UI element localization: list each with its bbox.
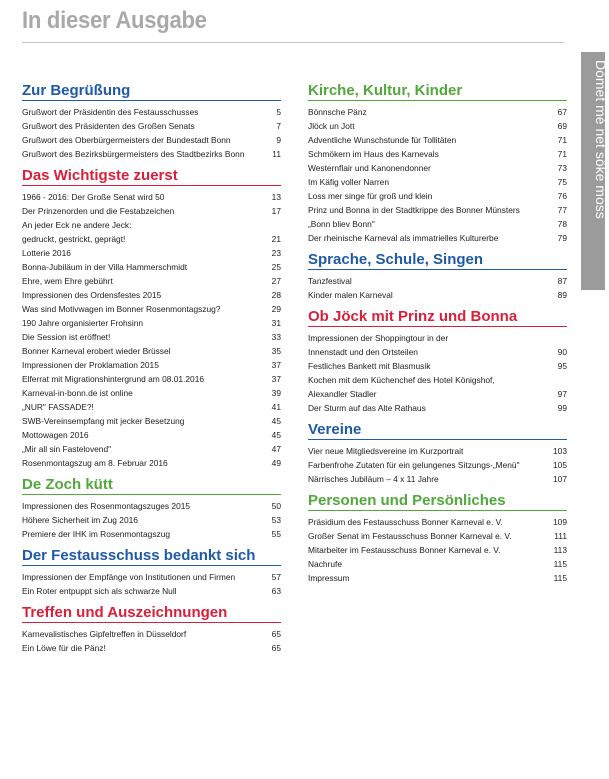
entry-page-number: 76 bbox=[557, 191, 567, 201]
entry-title: Mitarbeiter im Festausschuss Bonner Karneval e. V. bbox=[308, 545, 501, 555]
toc-entry[interactable] bbox=[22, 147, 281, 161]
entry-title: Karnevalistisches Gipfeltreffen in Düsseldorf bbox=[22, 629, 187, 639]
toc-entry[interactable] bbox=[308, 401, 567, 415]
entry-page-number: 90 bbox=[557, 347, 567, 357]
entry-title: „Bonn bliev Bonn" bbox=[308, 219, 375, 229]
entry-title: 190 Jahre organisierter Frohsinn bbox=[22, 318, 144, 328]
entry-title: Festliches Bankett mit Blasmusik bbox=[308, 361, 431, 371]
entry-page-number: 33 bbox=[271, 332, 281, 342]
toc-column-left bbox=[22, 82, 281, 661]
toc-entry[interactable] bbox=[308, 571, 567, 585]
entry-page-number: 50 bbox=[271, 501, 281, 511]
toc-entry[interactable] bbox=[308, 444, 567, 458]
toc-section bbox=[308, 251, 567, 302]
entry-title: Vier neue Mitgliedsvereine im Kurzportrait bbox=[308, 446, 464, 456]
entry-title: Mottowagen 2016 bbox=[22, 430, 89, 440]
toc-entry[interactable] bbox=[308, 203, 567, 217]
entry-title: „Mir all sin Fastelovend" bbox=[22, 444, 112, 454]
page-title: In dieser Ausgabe bbox=[22, 7, 207, 34]
section-heading: Ob Jöck mit Prinz und Bonna bbox=[308, 308, 567, 327]
entry-title: Bönnsche Pänz bbox=[308, 107, 367, 117]
entry-page-number: 11 bbox=[272, 149, 281, 159]
toc-entry[interactable] bbox=[22, 288, 281, 302]
entry-title: Höhere Sicherheit im Zug 2016 bbox=[22, 515, 138, 525]
entry-page-number: 37 bbox=[271, 360, 281, 370]
toc-entry[interactable] bbox=[308, 557, 567, 571]
toc-entry[interactable] bbox=[308, 105, 567, 119]
toc-entry[interactable] bbox=[22, 119, 281, 133]
entry-page-number: 69 bbox=[557, 121, 567, 131]
entry-title: Was sind Motivwagen im Bonner Rosenmontagszug? bbox=[22, 304, 221, 314]
toc-entry[interactable] bbox=[308, 458, 567, 472]
toc-entry[interactable] bbox=[308, 217, 567, 231]
entry-page-number: 99 bbox=[557, 403, 567, 413]
entry-title: Premiere der IHK im Rosenmontagszug bbox=[22, 529, 171, 539]
toc-entry[interactable] bbox=[308, 472, 567, 486]
entry-page-number: 107 bbox=[553, 474, 567, 484]
entry-title: SWB-Vereinsempfang mit jecker Besetzung bbox=[22, 416, 185, 426]
entry-page-number: 28 bbox=[271, 290, 281, 300]
toc-entry[interactable] bbox=[22, 400, 281, 414]
entry-page-number: 27 bbox=[271, 276, 281, 286]
entry-title: Der Sturm auf das Alte Rathaus bbox=[308, 403, 426, 413]
toc-section bbox=[308, 308, 567, 415]
entry-title: 1966 - 2016: Der Große Senat wird 50 bbox=[22, 192, 165, 202]
entry-page-number: 71 bbox=[557, 149, 567, 159]
toc-entry[interactable] bbox=[308, 288, 567, 302]
toc-section bbox=[308, 421, 567, 486]
entry-page-number: 21 bbox=[271, 234, 281, 244]
entry-page-number: 89 bbox=[557, 290, 567, 300]
entry-page-number: 25 bbox=[271, 262, 281, 272]
toc-entry[interactable] bbox=[308, 175, 567, 189]
section-heading: Sprache, Schule, Singen bbox=[308, 251, 567, 270]
entry-title: Großer Senat im Festausschuss Bonner Karneval e. V. bbox=[308, 531, 512, 541]
entry-title: Präsidium des Festausschuss Bonner Karneval e. V. bbox=[308, 517, 503, 527]
entry-title: Karneval-in-bonn.de ist online bbox=[22, 388, 133, 398]
toc-entry[interactable] bbox=[22, 274, 281, 288]
entry-page-number: 115 bbox=[553, 559, 567, 569]
toc-entry[interactable] bbox=[308, 161, 567, 175]
toc-entry[interactable] bbox=[22, 442, 281, 456]
entry-page-number: 53 bbox=[271, 515, 281, 525]
entry-title: Impressionen des Ordensfestes 2015 bbox=[22, 290, 162, 300]
toc-entry[interactable] bbox=[22, 527, 281, 541]
entry-page-number: 37 bbox=[271, 374, 281, 384]
section-heading: De Zoch kütt bbox=[22, 476, 281, 495]
entry-title: Adventliche Wunschstunde für Tollitäten bbox=[308, 135, 457, 145]
entry-title: Grußwort des Oberbürgermeisters der Bundestadt Bonn bbox=[22, 135, 231, 145]
entry-page-number: 57 bbox=[271, 572, 281, 582]
section-heading: Zur Begrüßung bbox=[22, 82, 281, 101]
entry-title: Jlöck un Jott bbox=[308, 121, 355, 131]
entry-title: Elferrat mit Migrationshintergrund am 08.01.2016 bbox=[22, 374, 205, 384]
toc-entry[interactable] bbox=[22, 260, 281, 274]
toc-entry[interactable] bbox=[22, 513, 281, 527]
toc-entry[interactable] bbox=[22, 218, 281, 246]
toc-entry[interactable] bbox=[22, 302, 281, 316]
entry-page-number: 7 bbox=[276, 121, 281, 131]
toc-entry[interactable] bbox=[22, 246, 281, 260]
entry-page-number: 71 bbox=[557, 135, 567, 145]
entry-page-number: 17 bbox=[271, 206, 281, 216]
entry-page-number: 63 bbox=[271, 586, 281, 596]
entry-page-number: 109 bbox=[553, 517, 567, 527]
toc-entry[interactable] bbox=[22, 499, 281, 513]
toc-section bbox=[22, 547, 281, 598]
entry-page-number: 111 bbox=[554, 531, 567, 541]
toc-entry[interactable] bbox=[22, 190, 281, 204]
toc-section bbox=[308, 492, 567, 585]
entry-title: Impressionen der Shoppingtour in der Innenstadt und den Ortsteilen bbox=[308, 333, 449, 357]
entry-title: Närrisches Jubiläum – 4 x 11 Jahre bbox=[308, 474, 439, 484]
entry-page-number: 95 bbox=[557, 361, 567, 371]
entry-title: An jeder Eck ne andere Jeck: gedruckt, gestrickt, geprägt! bbox=[22, 220, 132, 244]
toc-entry[interactable] bbox=[308, 373, 567, 401]
toc-column-right bbox=[308, 82, 567, 591]
toc-entry[interactable] bbox=[22, 584, 281, 598]
toc-entry[interactable] bbox=[308, 529, 567, 543]
entry-title: Kochen mit dem Küchenchef des Hotel Königshof, Alexandler Stadler bbox=[308, 375, 495, 399]
entry-title: Grußwort der Präsidentin des Festausschusses bbox=[22, 107, 199, 117]
entry-page-number: 75 bbox=[557, 177, 567, 187]
entry-title: Impressionen der Empfänge von Institutionen und Firmen bbox=[22, 572, 236, 582]
entry-title: Die Session ist eröffnet! bbox=[22, 332, 111, 342]
entry-title: Kinder malen Karneval bbox=[308, 290, 393, 300]
entry-title: Impressionen des Rosenmontagszuges 2015 bbox=[22, 501, 191, 511]
toc-entry[interactable] bbox=[22, 330, 281, 344]
toc-entry[interactable] bbox=[308, 274, 567, 288]
toc-section bbox=[22, 82, 281, 161]
toc-entry[interactable] bbox=[308, 147, 567, 161]
section-heading: Der Festausschuss bedankt sich bbox=[22, 547, 281, 566]
entry-title: Im Käfig voller Narren bbox=[308, 177, 389, 187]
entry-page-number: 87 bbox=[557, 276, 567, 286]
entry-page-number: 9 bbox=[276, 135, 281, 145]
toc-entry[interactable] bbox=[308, 189, 567, 203]
entry-title: Der Prinzenorden und die Festabzeichen bbox=[22, 206, 175, 216]
entry-page-number: 45 bbox=[271, 430, 281, 440]
entry-title: Lotterie 2016 bbox=[22, 248, 71, 258]
toc-entry[interactable] bbox=[22, 456, 281, 470]
entry-page-number: 35 bbox=[271, 346, 281, 356]
entry-page-number: 65 bbox=[271, 643, 281, 653]
entry-page-number: 73 bbox=[557, 163, 567, 173]
toc-entry[interactable] bbox=[22, 386, 281, 400]
toc-entry[interactable] bbox=[308, 119, 567, 133]
toc-entry[interactable] bbox=[22, 414, 281, 428]
entry-page-number: 13 bbox=[271, 192, 281, 202]
section-heading: Das Wichtigste zuerst bbox=[22, 167, 281, 186]
entry-page-number: 31 bbox=[271, 318, 281, 328]
entry-page-number: 23 bbox=[271, 248, 281, 258]
entry-title: Tanzfestival bbox=[308, 276, 352, 286]
entry-title: Ehre, wem Ehre gebührt bbox=[22, 276, 113, 286]
toc-entry[interactable] bbox=[308, 515, 567, 529]
toc-entry[interactable] bbox=[22, 641, 281, 655]
entry-title: Loss mer singe für groß und klein bbox=[308, 191, 433, 201]
entry-page-number: 55 bbox=[271, 529, 281, 539]
entry-page-number: 39 bbox=[271, 388, 281, 398]
toc-entry[interactable] bbox=[22, 105, 281, 119]
entry-title: Ein Löwe für die Pänz! bbox=[22, 643, 106, 653]
side-tab bbox=[581, 52, 609, 290]
entry-title: Farbenfrohe Zutaten für ein gelungenes Sitzungs-„Menü" bbox=[308, 460, 520, 470]
toc-entry[interactable] bbox=[22, 372, 281, 386]
section-heading: Personen und Persönliches bbox=[308, 492, 567, 511]
toc-entry[interactable] bbox=[22, 133, 281, 147]
toc-section bbox=[22, 167, 281, 470]
entry-title: Grußwort des Bezirksbürgermeisters des Stadtbezirks Bonn bbox=[22, 149, 245, 159]
entry-page-number: 5 bbox=[276, 107, 281, 117]
entry-title: Der rheinische Karneval als immatrielles Kulturerbe bbox=[308, 233, 499, 243]
entry-page-number: 29 bbox=[271, 304, 281, 314]
entry-page-number: 113 bbox=[553, 545, 567, 555]
toc-entry[interactable] bbox=[22, 358, 281, 372]
entry-page-number: 79 bbox=[557, 233, 567, 243]
entry-page-number: 115 bbox=[553, 573, 567, 583]
entry-title: „NUR" FASSADE?! bbox=[22, 402, 94, 412]
toc-entry[interactable] bbox=[308, 331, 567, 359]
entry-page-number: 65 bbox=[271, 629, 281, 639]
section-heading: Kirche, Kultur, Kinder bbox=[308, 82, 567, 101]
toc-section bbox=[308, 82, 567, 245]
entry-title: Bonna-Jubiläum in der Villa Hammerschmidt bbox=[22, 262, 188, 272]
side-tab-label: Dòmet mé net söke moss bbox=[593, 60, 609, 219]
entry-title: Bonner Karneval erobert wieder Brüssel bbox=[22, 346, 171, 356]
entry-page-number: 77 bbox=[557, 205, 567, 215]
entry-title: Ein Roter entpuppt sich als schwarze Null bbox=[22, 586, 177, 596]
entry-title: Rosenmontagszug am 8. Februar 2016 bbox=[22, 458, 168, 468]
toc-entry[interactable] bbox=[22, 316, 281, 330]
section-heading: Vereine bbox=[308, 421, 567, 440]
entry-page-number: 105 bbox=[553, 460, 567, 470]
entry-title: Nachrufe bbox=[308, 559, 342, 569]
toc-entry[interactable] bbox=[22, 204, 281, 218]
toc-entry[interactable] bbox=[308, 231, 567, 245]
toc-entry[interactable] bbox=[22, 344, 281, 358]
entry-title: Grußwort des Präsidenten des Großen Senats bbox=[22, 121, 195, 131]
entry-title: Prinz und Bonna in der Stadtkrippe des Bonner Münsters bbox=[308, 205, 520, 215]
toc-entry[interactable] bbox=[22, 570, 281, 584]
toc-entry[interactable] bbox=[308, 359, 567, 373]
toc-section bbox=[22, 476, 281, 541]
entry-page-number: 67 bbox=[557, 107, 567, 117]
title-divider bbox=[22, 42, 564, 43]
entry-page-number: 47 bbox=[271, 444, 281, 454]
toc-entry[interactable] bbox=[22, 428, 281, 442]
toc-entry[interactable] bbox=[22, 627, 281, 641]
entry-title: Impressum bbox=[308, 573, 350, 583]
section-heading: Treffen und Auszeichnungen bbox=[22, 604, 281, 623]
toc-entry[interactable] bbox=[308, 543, 567, 557]
entry-title: Schmökern im Haus des Karnevals bbox=[308, 149, 439, 159]
toc-section bbox=[22, 604, 281, 655]
entry-page-number: 49 bbox=[271, 458, 281, 468]
entry-title: Impressionen der Proklamation 2015 bbox=[22, 360, 159, 370]
toc-entry[interactable] bbox=[308, 133, 567, 147]
entry-title: Westernflair und Kanonendonner bbox=[308, 163, 431, 173]
entry-page-number: 45 bbox=[271, 416, 281, 426]
entry-page-number: 78 bbox=[557, 219, 567, 229]
entry-page-number: 97 bbox=[557, 389, 567, 399]
entry-page-number: 41 bbox=[271, 402, 281, 412]
entry-page-number: 103 bbox=[553, 446, 567, 456]
